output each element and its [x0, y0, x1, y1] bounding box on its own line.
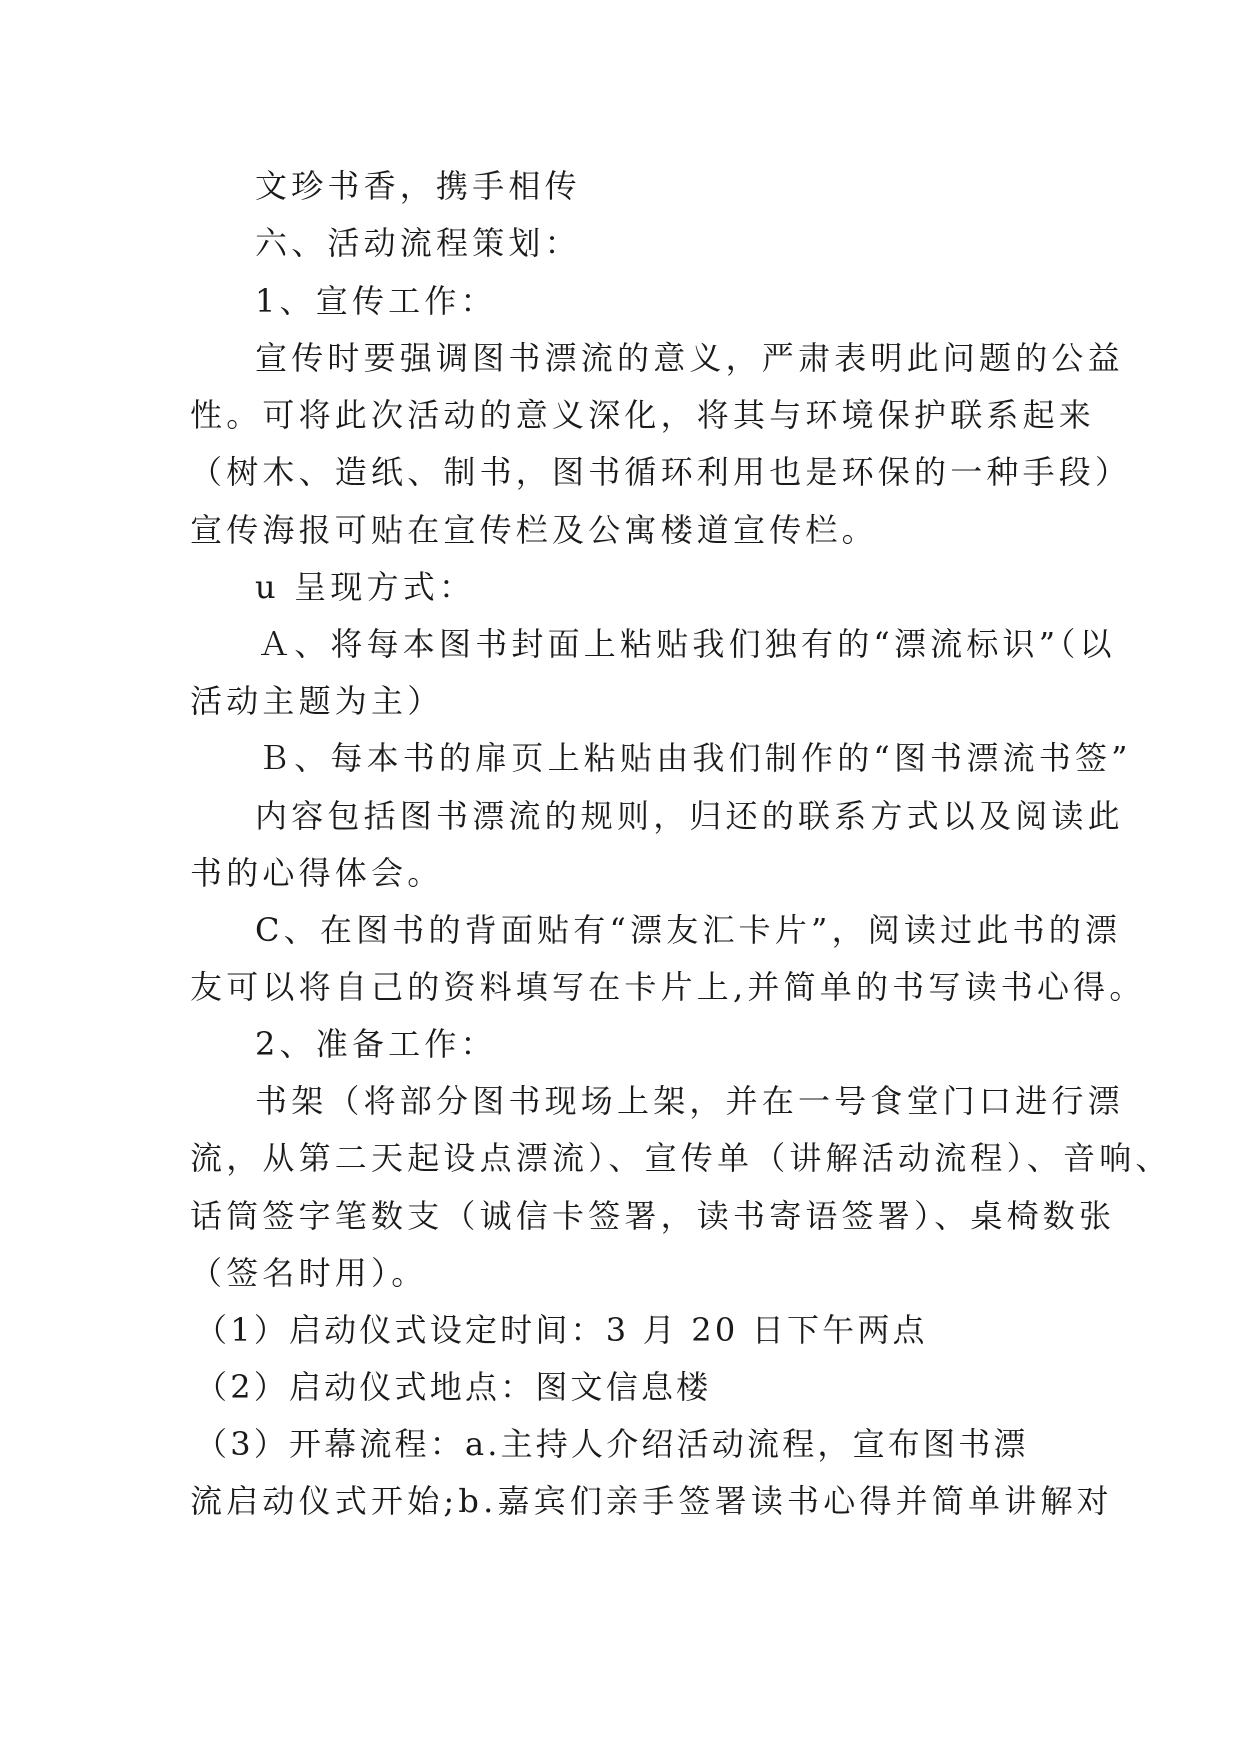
paragraph-line: 活动主题为主）: [190, 682, 444, 720]
section-heading: 六、活动流程策划：: [255, 224, 581, 262]
list-item-a: Ａ、将每本图书封面上粘贴我们独有的“漂流标识”（以: [258, 625, 1116, 663]
list-heading: u 呈现方式：: [255, 568, 476, 606]
paragraph-line: 书的心得体会。: [190, 854, 444, 892]
list-item-b: Ｂ、每本书的扉页上粘贴由我们制作的“图书漂流书签”: [258, 739, 1132, 777]
slogan-line: 文珍书香，携手相传: [255, 167, 581, 205]
numbered-item-1: （1）启动仪式设定时间：3 月 20 日下午两点: [195, 1311, 928, 1349]
paragraph-line: （签名时用）。: [190, 1254, 428, 1292]
paragraph-line: （树木、造纸、制书，图书循环利用也是环保的一种手段）: [190, 453, 1132, 491]
paragraph-line: 流，从第二天起设点漂流）、宣传单（讲解活动流程）、音响、: [190, 1139, 1172, 1177]
paragraph-line: 宣传海报可贴在宣传栏及公寓楼道宣传栏。: [190, 511, 878, 549]
numbered-item-2: （2）启动仪式地点：图文信息楼: [195, 1368, 712, 1406]
paragraph-line: 宣传时要强调图书漂流的意义，严肃表明此问题的公益: [255, 339, 1124, 377]
paragraph-line: 性。可将此次活动的意义深化，将其与环境保护联系起来: [190, 396, 1096, 434]
numbered-item-3: （3）开幕流程：a.主持人介绍活动流程，宣布图书漂: [195, 1425, 1029, 1463]
subsection-heading: 2、准备工作：: [255, 1025, 497, 1063]
list-item-c: C、在图书的背面贴有“漂友汇卡片”，阅读过此书的漂: [255, 911, 1122, 949]
paragraph-line: 友可以将自己的资料填写在卡片上,并简单的书写读书心得。: [190, 968, 1146, 1006]
paragraph-line: 书架（将部分图书现场上架，并在一号食堂门口进行漂: [255, 1082, 1124, 1120]
paragraph-line: 流启动仪式开始;b.嘉宾们亲手签署读书心得并简单讲解对: [190, 1482, 1113, 1520]
subsection-heading: 1、宣传工作：: [255, 282, 497, 320]
paragraph-line: 内容包括图书漂流的规则，归还的联系方式以及阅读此: [255, 797, 1124, 835]
paragraph-line: 话筒签字笔数支（诚信卡签署，读书寄语签署）、桌椅数张: [190, 1197, 1116, 1235]
